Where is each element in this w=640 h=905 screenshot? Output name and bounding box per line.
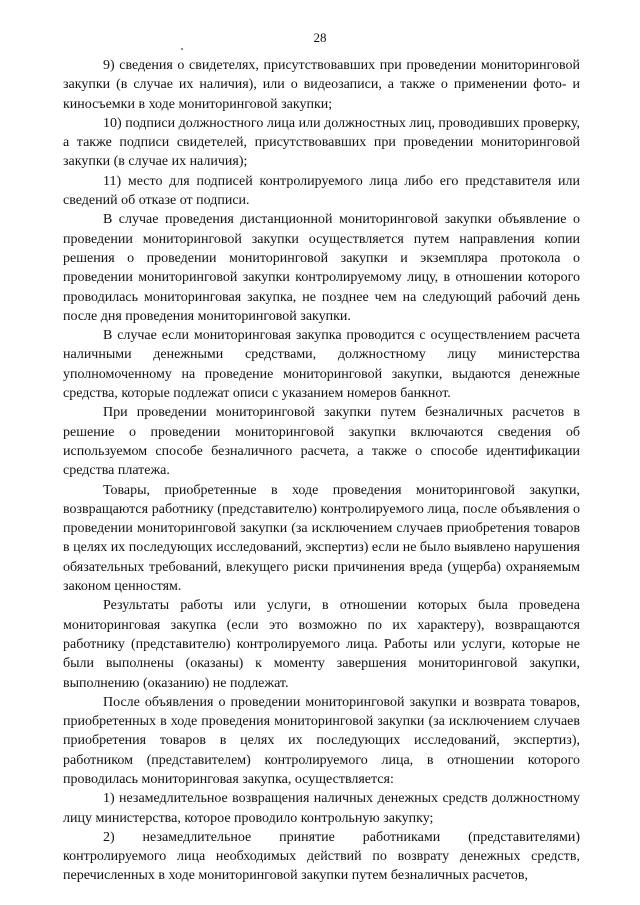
paragraph-cash-payment: В случае если мониторинговая закупка проводится с осуществлением расчета наличными денежными средствами, должностному лицу министерства уполномоченному на проведение мониторинговой закупки, выдаются денежные средства, которые подлежат описи с указанием номеров банкнот. xyxy=(63,328,580,402)
paragraph-works-services: Результаты работы или услуги, в отношении которых была проведена мониторинговая закупка (если это возможно по их характеру), возвращаются работнику (представителю) контролируемого лица. Работы или услуги, которые не были выполнены (оказаны) к моменту завершения мониторинговой закупки, выполнению (оказанию) не подлежат. xyxy=(63,598,580,691)
paragraph-item-9: 9) сведения о свидетелях, присутствовавших при проведении мониторинговой закупки (в случае их наличия), или о видеозаписи, а также о применении фото- и киносъемки в ходе мониторинговой закупки; xyxy=(63,58,580,112)
paragraph-after-announcement: После объявления о проведении мониторинговой закупки и возврата товаров, приобретенных в ходе проведения мониторинговой закупки (за исключением случаев приобретения товаров в целях их последующих исследований, экспертиз), работником (представителем) контролируемого лица, в отношении которого проводилась мониторинговая закупка, осуществляется: xyxy=(63,694,580,787)
paragraph-remote-purchase: В случае проведения дистанционной мониторинговой закупки объявление о проведении мониторинговой закупки осуществляется путем направления копии решения о проведении мониторинговой закупки и экземпляра протокола о проведении мониторинговой закупки контролируемому лицу, в отношении которого проводилась мониторинговая закупка, не позднее чем на следующий рабочий день после дня проведения мониторинговой закупки. xyxy=(63,212,580,324)
document-body xyxy=(63,56,580,886)
paragraph-subitem-2: 2) незамедлительное принятие работниками (представителями) контролируемого лица необходимых действий по возврату денежных средств, перечисленных в ходе мониторинговой закупки путем безналичных расчетов, xyxy=(63,829,580,884)
paragraph-item-11: 11) место для подписей контролируемого лица либо его представителя или сведений об отказе от подписи. xyxy=(63,173,580,209)
paragraph-goods-return: Товары, приобретенные в ходе проведения мониторинговой закупки, возвращаются работнику (представителю) контролируемого лица, после объявления о проведении мониторинговой закупки (за исключением случаев приобретения товаров в целях их последующих исследований, экспертиз) если не было выявлено нарушения обязательных требований, влекущего риски причинения вреда (ущерба) охраняемым законом ценностям. xyxy=(63,482,580,595)
paragraph-cashless-payment: При проведении мониторинговой закупки путем безналичных расчетов в решение о проведении мониторинговой закупки включаются сведения об используемом способе безналичного расчета, а также о способе идентификации средства платежа. xyxy=(63,405,580,479)
paragraph-item-10: 10) подписи должностного лица или должностных лиц, проводивших проверку, а также подписи свидетелей, присутствовавших при проведении мониторинговой закупки (в случае их наличия); xyxy=(63,115,580,170)
paragraph-subitem-1: 1) незамедлительное возвращения наличных денежных средств должностному лицу министерства, которое проводило контрольную закупку; xyxy=(63,791,580,826)
page-number: 28 xyxy=(313,30,327,45)
scan-speck xyxy=(181,48,183,50)
